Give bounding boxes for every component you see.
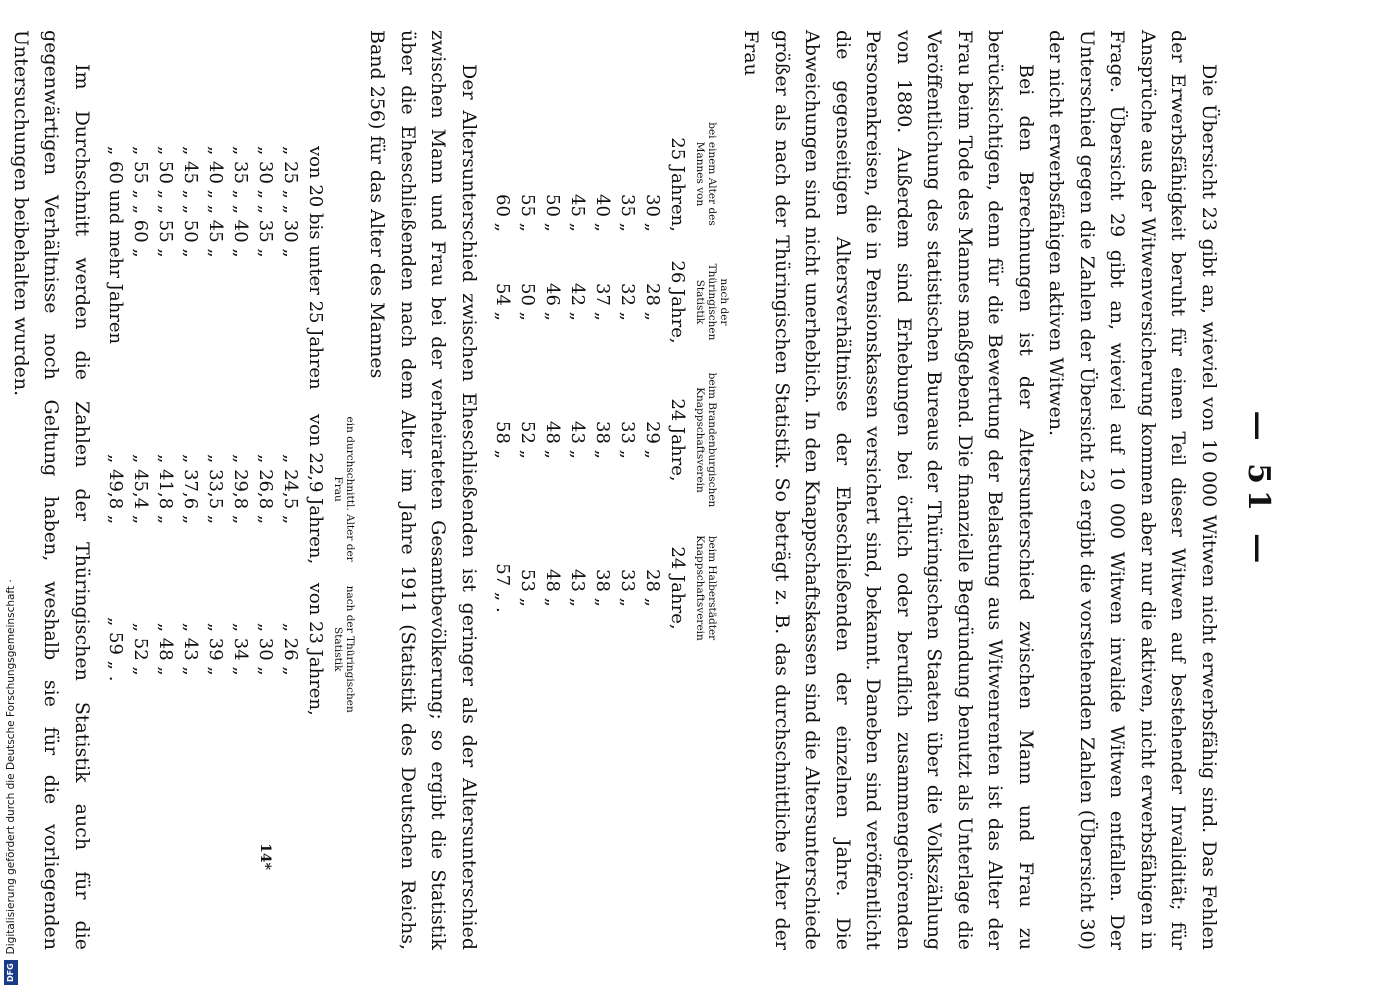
table-cell: „ 34 „ — [230, 622, 251, 676]
table-header: bei einem Alter des Mannes von — [694, 122, 718, 226]
table-cell: 60 „ — [492, 194, 513, 232]
paragraph-3: Der Altersunterschied zwischen Eheschließenden ist geringer als der Altersunterschied zwischen Mann und Frau bei der verheirateten Gesamtbevölkerung; so ergibt die Statistik über die Eheschließenden nach dem Alter im Jahre 1911 (Statistik des Deutschen Reichs, Band 256) für das Alter des Mannes — [366, 30, 480, 950]
table-cell: von 23 Jahren, — [305, 582, 326, 716]
table-cell: „ 45,4 „ — [130, 454, 151, 525]
table-cell: 26 Jahre, — [667, 260, 688, 344]
table-row — [665, 110, 690, 662]
table-row — [515, 110, 540, 662]
table-cell: 54 „ — [492, 283, 513, 321]
table-row — [303, 140, 328, 728]
table-cell: 46 „ — [542, 283, 563, 321]
signature-mark: 14* — [257, 843, 273, 870]
table-cell: 33 „ — [617, 421, 638, 459]
table-row — [640, 110, 665, 662]
table-cell: 29 „ — [642, 421, 663, 459]
table-header: nach der Thüringischen Statistik — [332, 585, 356, 713]
table-cell: „ 26 „ — [280, 622, 301, 676]
table-cell: 43 „ — [567, 569, 588, 607]
table-cell: 45 „ — [567, 194, 588, 232]
table-cell: „ 33,5 „ — [205, 454, 226, 525]
table-cell: von 22,9 Jahren, — [305, 414, 326, 565]
table-cell: 33 „ — [617, 569, 638, 607]
table-cell: „ 52 „ — [130, 622, 151, 676]
dfg-logo-icon: DFG — [4, 960, 18, 985]
table-cell: 37 „ — [592, 283, 613, 321]
rotated-document-page — [0, 10, 1290, 970]
table-cell: 24 Jahre, — [667, 546, 688, 630]
table-cell: „ 43 „ — [180, 622, 201, 676]
table-cell: „ 24,5 „ — [280, 454, 301, 525]
page-number: — 51 — — [1241, 410, 1276, 570]
table-cell: „ 37,6 „ — [180, 454, 201, 525]
table-cell: 32 „ — [617, 283, 638, 321]
table-cell: 53 „ — [517, 569, 538, 607]
table-cell: 43 „ — [567, 421, 588, 459]
table-cell: 38 „ — [592, 421, 613, 459]
table-cell: 35 „ — [617, 194, 638, 232]
table-cell: „ 48 „ — [155, 622, 176, 676]
table-cell: 48 „ — [542, 569, 563, 607]
table-cell: 50 „ — [542, 194, 563, 232]
paragraph-2: Bei den Berechnungen ist der Altersunterschied zwischen Mann und Frau zu berücksichtigen, denn für die Bewertung der Belastung aus Witwenrenten ist das Alter der Frau beim Tode des Mannes maßgebend. Die finanzielle Begründung benutzt als Unterlage die Veröffentlichung des statistischen Bureaus der Thüringischen Staaten über die Volkszählung von 1880. Außerdem sind Erhebungen bei örtlich oder beruflich zusammengehörenden Personenkreisen, die in Pensionskassen versichert sind, bekannt. Daneben sind veröffentlicht die gegenseitigen Altersverhältnisse der Eheschließenden der einzelnen Jahre. Die Abweichungen sind nicht unerheblich. In den Knappschaftskassen sind die Altersunterschiede größer als nach der Thüringischen Statistik. So beträgt z. B. das durchschnittliche Alter der Frau — [740, 30, 1037, 950]
table-cell: „ 39 „ — [205, 622, 226, 676]
table-row — [178, 140, 203, 728]
table-cell: „ 30 „ — [255, 622, 276, 676]
table-cell: 38 „ — [592, 569, 613, 607]
table-row — [153, 140, 178, 728]
table-row — [278, 140, 303, 728]
table-cell: „ 49,8 „ — [105, 454, 126, 525]
table-cell: 57 „ . — [492, 563, 513, 613]
table-cell: 52 „ — [517, 421, 538, 459]
table-row — [590, 110, 615, 662]
table-cell: „ 40 „ „ 45 „ — [205, 146, 226, 258]
table-cell: 25 Jahren, — [667, 137, 688, 232]
paragraph-4: Im Durchschnitt werden die Zahlen der Thüringischen Statistik auch für die gegenwärtigen Verhältnisse noch Geltung haben, weshalb sie für die vorliegenden Untersuchungen beibehalten wurden. — [10, 30, 93, 950]
table-cell: „ 29,8 „ — [230, 454, 251, 525]
table-row — [228, 140, 253, 728]
table-cell: von 20 bis unter 25 Jahren — [305, 146, 326, 390]
table-cell: 28 „ — [642, 569, 663, 607]
table-cell: 58 „ — [492, 421, 513, 459]
table-header-row — [690, 110, 730, 662]
age-table-marriages-1911 — [103, 30, 356, 950]
table-header — [328, 140, 356, 408]
table-row — [253, 140, 278, 728]
table-row — [565, 110, 590, 662]
table-cell: 50 „ — [517, 283, 538, 321]
table-cell: „ 45 „ „ 50 „ — [180, 146, 201, 258]
table-cell: „ 25 „ „ 30 „ — [280, 146, 301, 258]
table-cell: „ 50 „ „ 55 „ — [155, 146, 176, 258]
table-cell: 24 Jahre, — [667, 398, 688, 482]
digitization-footer — [0, 0, 22, 995]
table-cell: 42 „ — [567, 283, 588, 321]
table-row — [540, 110, 565, 662]
table-row — [128, 140, 153, 728]
paragraph-1: Die Übersicht 23 gibt an, wieviel von 10 000 Witwen nicht erwerbsfähig sind. Das Fehlen der Erwerbsfähigkeit beruht für einen Teil dieser Witwen auf bestehender Invalidität; für Ansprüche aus der Witwenversicherung kommen aber nur die aktiven, nicht erwerbsfähigen in Frage. Übersicht 29 gibt an, wieviel auf 10 000 Witwen invalide Witwen entfallen. Der Unterschied gegen die Zahlen der Übersicht 23 ergibt die vorstehenden Zahlen (Übersicht 30) der nicht erwerbsfähigen aktiven Witwen. — [1045, 30, 1220, 950]
table-cell: 28 „ — [642, 283, 663, 321]
table-cell: „ 41,8 „ — [155, 454, 176, 525]
table-row — [103, 140, 128, 728]
table-header: beim Brandenburgischen Knappschaftsverein — [694, 372, 718, 508]
table-row — [203, 140, 228, 728]
table-cell: „ 30 „ „ 35 „ — [255, 146, 276, 258]
age-table-knappschaft — [490, 30, 730, 950]
table-header: beim Halberstädter Knappschaftsverein — [694, 535, 718, 641]
table-header-row — [328, 140, 356, 728]
table-row — [615, 110, 640, 662]
table-header: nach der Thüringischen Statistik — [694, 263, 730, 341]
table-cell: „ 26,8 „ — [255, 454, 276, 525]
table-cell: „ 35 „ „ 40 „ — [230, 146, 251, 258]
table-cell: „ 60 und mehr Jahren — [105, 146, 126, 345]
table-cell: „ 59 „ . — [105, 617, 126, 682]
table-cell: 30 „ — [642, 194, 663, 232]
table-row — [490, 110, 515, 662]
table-header: ein durchschnittl. Alter der Frau — [332, 416, 356, 562]
table-cell: 55 „ — [517, 194, 538, 232]
page-body — [0, 30, 1224, 950]
table-cell: 40 „ — [592, 194, 613, 232]
footer-text: Digitalisierung gefördert durch die Deutsche Forschungsgemeinschaft · — [5, 579, 17, 955]
table-cell: 48 „ — [542, 421, 563, 459]
table-cell: „ 55 „ „ 60 „ — [130, 146, 151, 258]
